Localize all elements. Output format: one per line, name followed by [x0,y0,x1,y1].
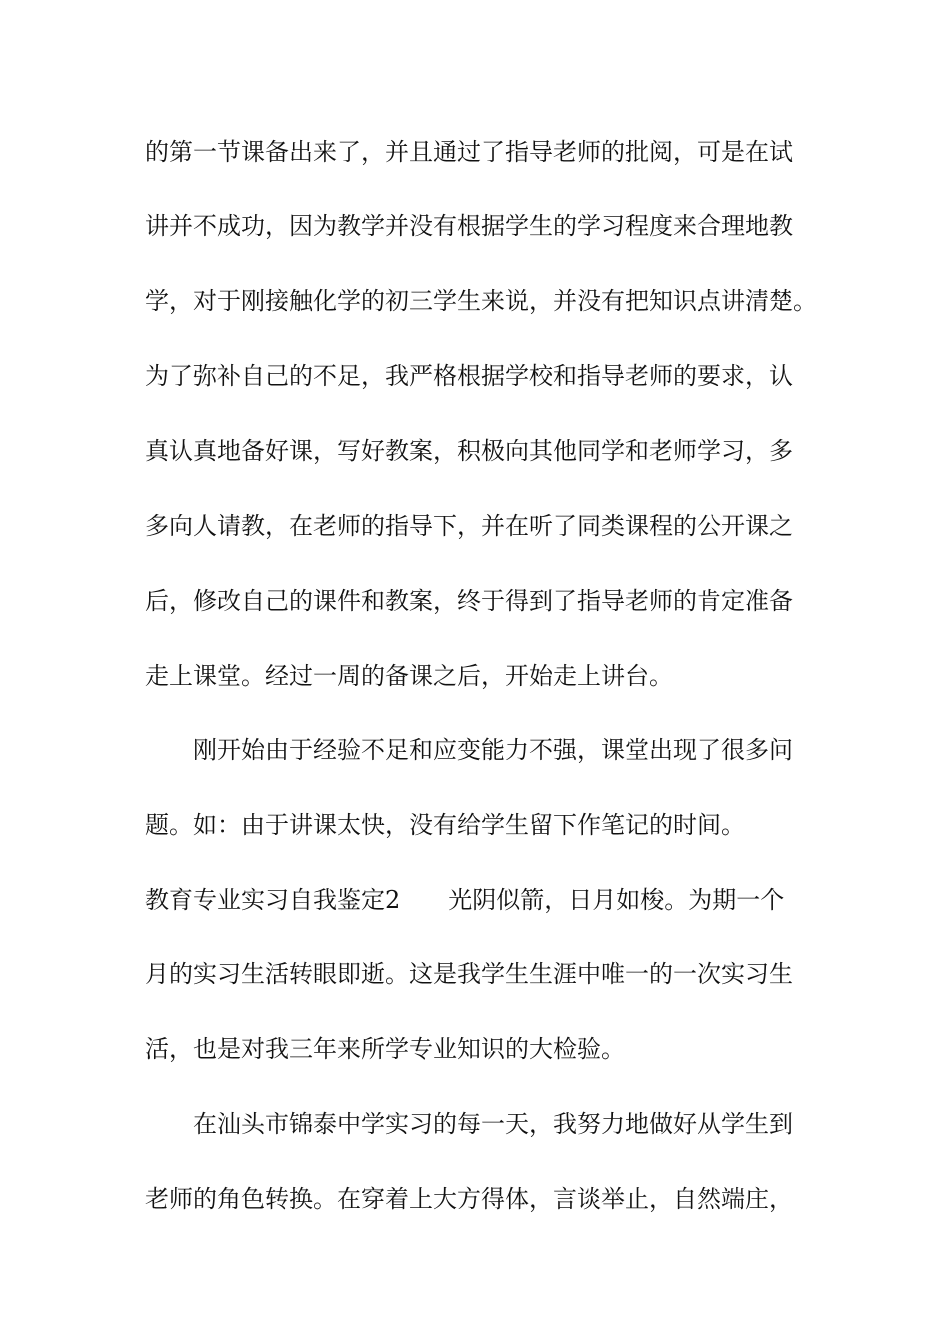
text-line: 的第一节课备出来了，并且通过了指导老师的批阅，可是在试 [145,138,793,166]
section-heading-line: 教育专业实习自我鉴定2 光阴似箭，日月如梭。为期一个 [145,886,785,914]
text-line: 为了弥补自己的不足，我严格根据学校和指导老师的要求，认 [145,362,793,390]
text-line: 讲并不成功，因为教学并没有根据学生的学习程度来合理地教 [145,212,793,240]
paragraph-first-line: 刚开始由于经验不足和应变能力不强，课堂出现了很多问 [193,736,793,764]
text-line: 多向人请教，在老师的指导下，并在听了同类课程的公开课之 [145,512,793,540]
text-line: 月的实习生活转眼即逝。这是我学生生涯中唯一的一次实习生 [145,960,793,988]
text-line: 活，也是对我三年来所学专业知识的大检验。 [145,1035,625,1063]
text-line: 真认真地备好课，写好教案，积极向其他同学和老师学习，多 [145,437,793,465]
text-line: 走上课堂。经过一周的备课之后，开始走上讲台。 [145,662,673,690]
text-line: 题。如：由于讲课太快，没有给学生留下作笔记的时间。 [145,811,745,839]
paragraph-first-line: 在汕头市锦泰中学实习的每一天，我努力地做好从学生到 [193,1110,793,1138]
text-line: 学，对于刚接触化学的初三学生来说，并没有把知识点讲清楚。 [145,287,817,315]
text-line: 老师的角色转换。在穿着上大方得体，言谈举止，自然端庄， [145,1185,793,1213]
text-line: 后，修改自己的课件和教案，终于得到了指导老师的肯定准备 [145,587,793,615]
